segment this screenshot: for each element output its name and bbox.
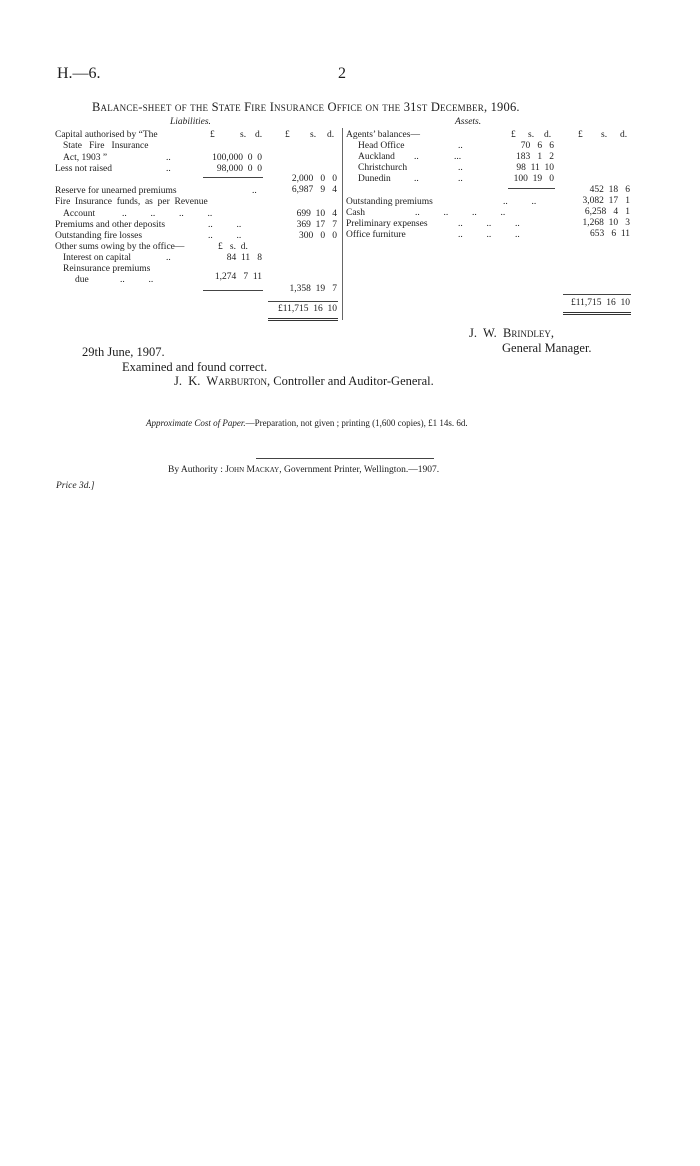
leader-dots: .. .. .. .. <box>122 209 213 219</box>
reserve-total: 6,987 9 4 <box>291 185 337 195</box>
authority-prefix: By Authority : <box>168 465 223 475</box>
leader-dots: .. .. <box>503 197 537 207</box>
price: Price 3d.] <box>56 481 95 491</box>
liab-pound-header: £ <box>285 130 290 140</box>
reinsurance-label-line2: due <box>75 275 89 285</box>
leader-dots: .. .. <box>120 275 154 285</box>
cost-line <box>146 419 468 428</box>
leader-dots: .. .. .. <box>458 230 520 240</box>
asset-item-label: Preliminary expenses <box>346 219 428 229</box>
branch-label: Head Office <box>358 141 405 151</box>
leader-dots: .. <box>414 152 419 162</box>
capital-label-line3: Act, 1903 ” <box>63 153 108 163</box>
asset-item-label: Office furniture <box>346 230 406 240</box>
cost-label: Approximate Cost of Paper. <box>146 418 246 428</box>
liab-inner-pence-header: d. <box>255 130 263 140</box>
authority-line <box>168 466 439 476</box>
page-series-label: H.—6. <box>57 65 101 82</box>
authority-rule <box>256 458 434 459</box>
fire-losses-label: Outstanding fire losses <box>55 231 143 241</box>
other-sums-label: Other sums owing by the office— <box>55 242 185 252</box>
auditor-title: Controller and Auditor-General. <box>273 374 434 388</box>
assets-pound-header: £ <box>578 130 583 140</box>
interest-label: Interest on capital <box>63 253 132 263</box>
fire-losses-total: 300 0 0 <box>299 231 337 241</box>
leader-dots: .. <box>458 174 463 184</box>
leader-dots: .. <box>458 163 463 173</box>
branch-value: 70 6 6 <box>520 141 554 151</box>
leader-dots: .. <box>166 253 171 263</box>
branch-value: 100 19 0 <box>513 174 554 184</box>
subtotal-rule <box>203 177 263 178</box>
other-sums-col-headers: £ s. d. <box>218 242 248 252</box>
total-rule <box>563 294 631 295</box>
fire-funds-total: 699 10 4 <box>296 209 337 219</box>
branch-value: 183 1 2 <box>516 152 554 162</box>
date: 29th June, 1907. <box>82 345 165 359</box>
subtotal-rule <box>508 188 555 189</box>
leader-dots: .. .. .. .. <box>415 208 506 218</box>
fire-funds-label-line2: Account <box>63 209 96 219</box>
less-not-raised-value: 98,000 0 0 <box>216 164 262 174</box>
leader-dots: .. .. .. <box>458 219 520 229</box>
asset-item-label: Outstanding premiums <box>346 197 433 207</box>
assets-grand-total: £11,715 16 10 <box>570 298 630 308</box>
page-title: Balance-sheet of the State Fire Insurance Office on the 31st December, 1906. <box>92 100 520 114</box>
total-rule <box>268 301 338 302</box>
capital-label-line2: State Fire Insurance <box>63 141 149 151</box>
assets-pence-header: d. <box>620 130 628 140</box>
reserve-label: Reserve for unearned premiums <box>55 186 177 196</box>
audit-line2 <box>174 375 434 388</box>
authority-suffix: Government Printer, Wellington.—1907. <box>283 465 440 475</box>
leader-dots: .. <box>458 141 463 151</box>
asset-item-value: 653 6 11 <box>589 229 630 239</box>
manager-title: General Manager. <box>502 341 592 355</box>
leader-dots: ... <box>454 152 462 162</box>
liab-pence-header: d. <box>327 130 335 140</box>
other-sums-total: 1,358 19 7 <box>289 284 337 294</box>
interest-value: 84 11 8 <box>226 253 262 263</box>
manager-name: J. W. Brindley, <box>469 326 554 340</box>
agents-balances-label: Agents’ balances— <box>346 130 420 140</box>
cost-text: —Preparation, not given ; printing (1,600 copies), £1 14s. 6d. <box>245 418 468 428</box>
branch-label: Auckland <box>358 152 395 162</box>
assets-inner-shilling-header: s. <box>528 130 535 140</box>
branch-label: Dunedin <box>358 174 391 184</box>
reinsurance-value: 1,274 7 11 <box>214 272 262 282</box>
asset-item-value: 6,258 4 1 <box>584 207 630 217</box>
premiums-deposits-label: Premiums and other deposits <box>55 220 166 230</box>
liabilities-heading: Liabilities. <box>170 117 211 127</box>
liabilities-grand-total: £11,715 16 10 <box>277 304 337 314</box>
leader-dots: .. .. <box>208 231 242 241</box>
assets-inner-pound-header: £ <box>511 130 516 140</box>
asset-item-label: Cash <box>346 208 365 218</box>
page-number: 2 <box>338 65 346 82</box>
asset-item-value: 3,082 17 1 <box>582 196 630 206</box>
column-divider <box>342 128 343 320</box>
authority-printer: John Mackay, <box>225 465 282 475</box>
assets-shilling-header: s. <box>601 130 608 140</box>
capital-label-line1: Capital authorised by “The <box>55 130 158 140</box>
liab-shilling-header: s. <box>310 130 317 140</box>
leader-dots: .. <box>414 174 419 184</box>
leader-dots: .. <box>166 164 171 174</box>
liab-inner-pound-header: £ <box>210 130 215 140</box>
auditor-name: J. K. Warburton, <box>174 374 271 388</box>
leader-dots: .. .. <box>208 220 242 230</box>
premiums-deposits-total: 369 17 7 <box>296 220 337 230</box>
audit-line1: Examined and found correct. <box>122 360 268 374</box>
capital-authorised-value: 100,000 0 0 <box>212 153 262 163</box>
capital-total: 2,000 0 0 <box>291 174 337 184</box>
less-not-raised-label: Less not raised <box>55 164 112 174</box>
leader-dots: .. <box>252 186 257 196</box>
asset-item-value: 1,268 10 3 <box>582 218 630 228</box>
agents-balances-total: 452 18 6 <box>589 185 630 195</box>
reinsurance-label-line1: Reinsurance premiums <box>63 264 151 274</box>
liab-inner-shilling-header: s. <box>240 130 247 140</box>
total-double-rule <box>268 318 338 321</box>
fire-funds-label-line1: Fire Insurance funds, as per Revenue <box>55 197 208 207</box>
subtotal-rule <box>203 290 263 291</box>
branch-value: 98 11 10 <box>516 163 554 173</box>
assets-inner-pence-header: d. <box>544 130 552 140</box>
assets-heading: Assets. <box>455 117 482 127</box>
branch-label: Christchurch <box>358 163 408 173</box>
total-double-rule <box>563 312 631 315</box>
leader-dots: .. <box>166 153 171 163</box>
